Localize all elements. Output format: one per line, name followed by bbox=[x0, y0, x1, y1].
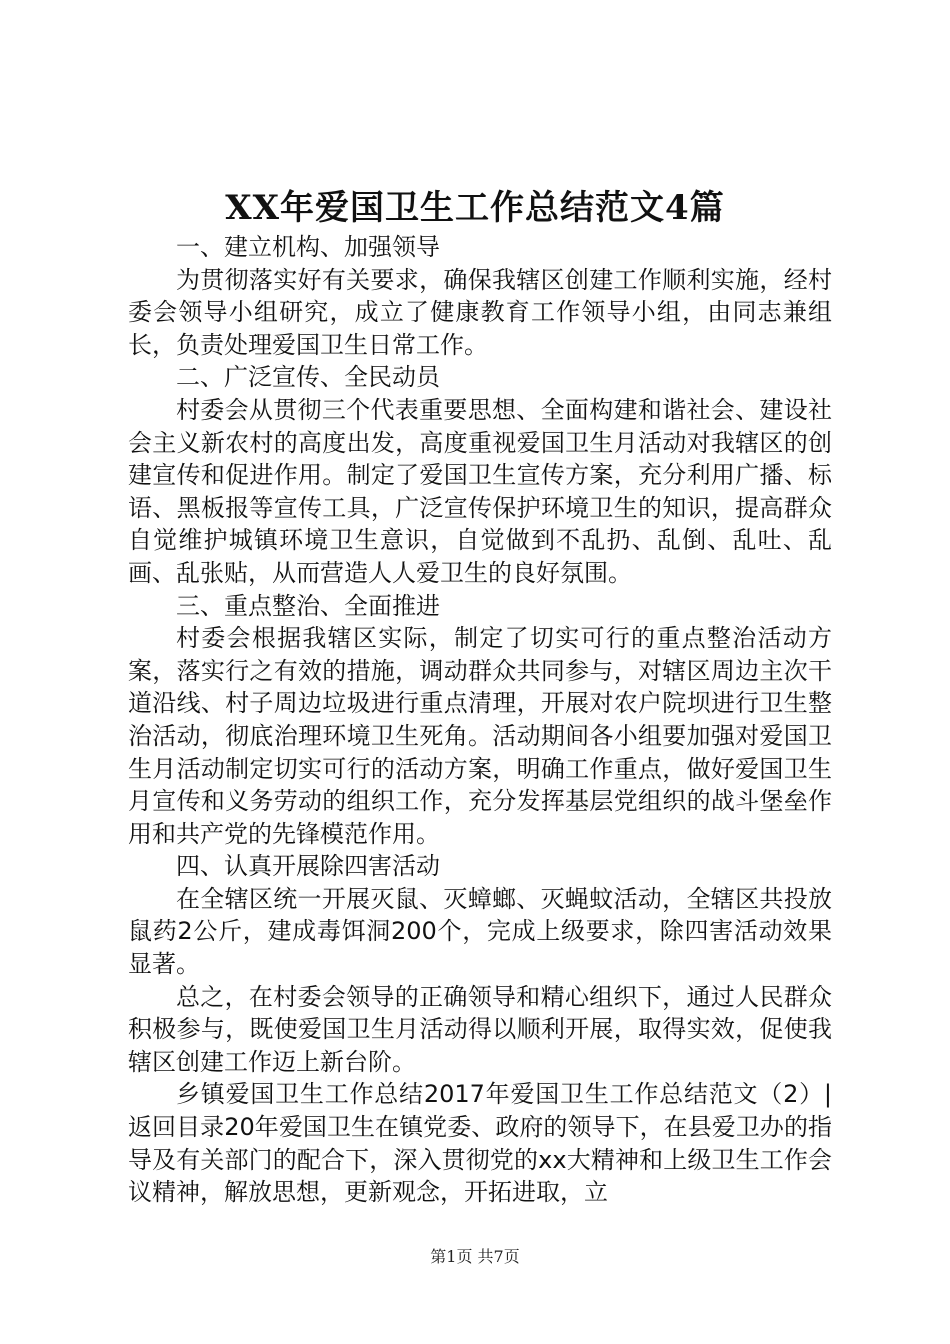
paragraph-4: 在全辖区统一开展灭鼠、灭蟑螂、灭蝇蚊活动，全辖区共投放鼠药2公斤，建成毒饵洞200个，完成上级要求，除四害活动效果显著。 bbox=[128, 884, 832, 979]
document-title: XX年爱国卫生工作总结范文4篇 bbox=[225, 188, 725, 228]
paragraph-next-article: 乡镇爱国卫生工作总结2017年爱国卫生工作总结范文（2）|返回目录20年爱国卫生在镇党委、政府的领导下，在县爱卫办的指导及有关部门的配合下，深入贯彻党的xx大精神和上级卫生工作会议精神，解放思想，更新观念，开拓进取，立 bbox=[128, 1080, 832, 1207]
paragraph-3: 村委会根据我辖区实际，制定了切实可行的重点整治活动方案，落实行之有效的措施，调动群众共同参与，对辖区周边主次干道沿线、村子周边垃圾进行重点清理，开展对农户院坝进行卫生整治活动，彻底治理环境卫生死角。活动期间各小组要加强对爱国卫生月活动制定切实可行的活动方案，明确工作重点，做好爱国卫生月宣传和义务劳动的组织工作，充分发挥基层党组织的战斗堡垒作用和共产党的先锋模范作用。 bbox=[128, 624, 832, 848]
document-body bbox=[128, 231, 832, 1209]
section-heading-2: 二、广泛宣传、全民动员 bbox=[176, 363, 440, 392]
paragraph-conclusion: 总之，在村委会领导的正确领导和精心组织下，通过人民群众积极参与，既使爱国卫生月活动得以顺利开展，取得实效，促使我辖区创建工作迈上新台阶。 bbox=[128, 982, 832, 1076]
section-heading-3: 三、重点整治、全面推进 bbox=[176, 591, 440, 620]
paragraph-1: 为贯彻落实好有关要求，确保我辖区创建工作顺利实施，经村委会领导小组研究，成立了健康教育工作领导小组，由同志兼组长，负责处理爱国卫生日常工作。 bbox=[128, 265, 832, 359]
section-heading-4: 四、认真开展除四害活动 bbox=[176, 852, 440, 881]
section-heading-1: 一、建立机构、加强领导 bbox=[176, 233, 440, 261]
paragraph-2: 村委会从贯彻三个代表重要思想、全面构建和谐社会、建设社会主义新农村的高度出发，高度重视爱国卫生月活动对我辖区的创建宣传和促进作用。制定了爱国卫生宣传方案，充分利用广播、标语、黑板报等宣传工具，广泛宣传保护环境卫生的知识，提高群众自觉维护城镇环境卫生意识，自觉做到不乱扔、乱倒、乱吐、乱画、乱张贴，从而营造人人爱卫生的良好氛围。 bbox=[128, 395, 832, 587]
page-footer: 第1页 共7页 bbox=[430, 1247, 520, 1266]
